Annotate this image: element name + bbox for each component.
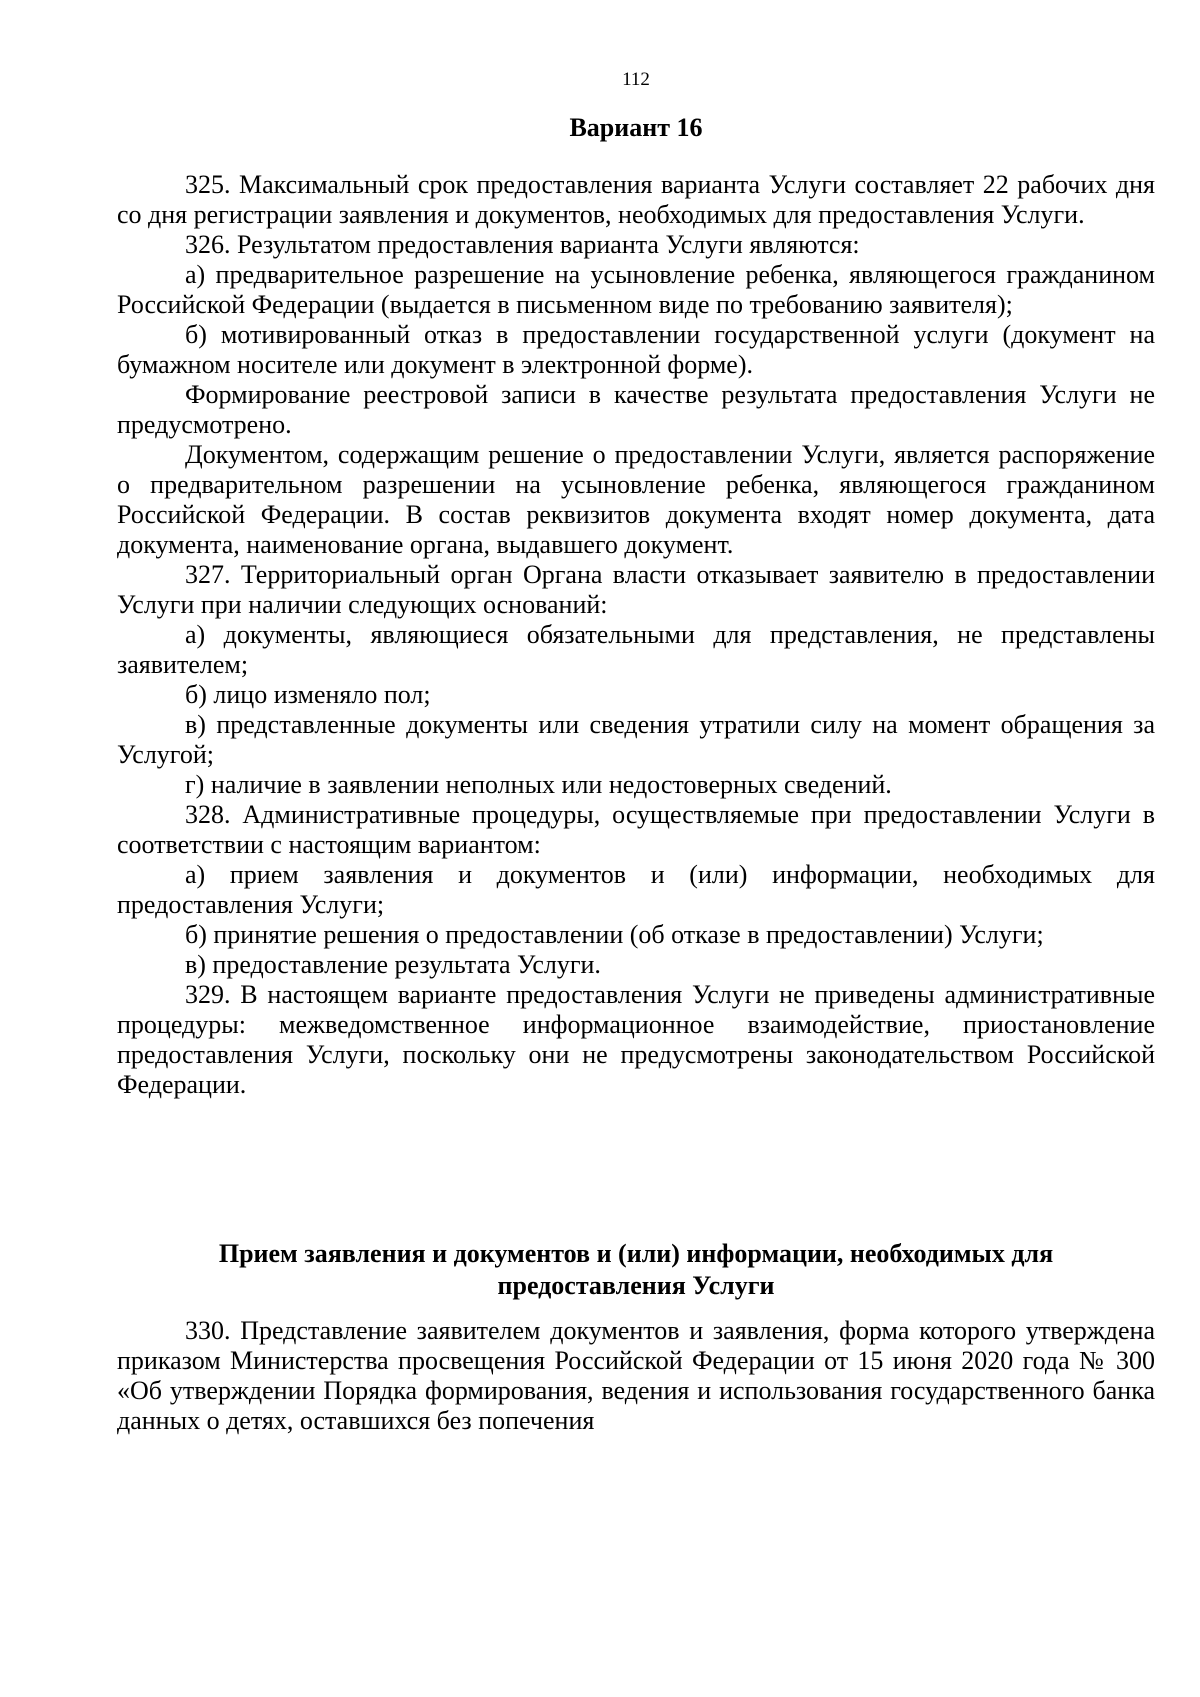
page-number: 112 [622,69,650,90]
paragraph-329: 329. В настоящем варианте предоставления Услуги не приведены административные процедуры: межведомственное информационное взаимодействие, приостановление предоставления Услуги, поскольку они не предусмотрены законодательством Российской Федерации. [117,980,1155,1099]
section-title [117,1238,1155,1302]
section-title-line-1: Прием заявления и документов и (или) информации, необходимых для [218,1239,1054,1268]
list-item-327-b: б) лицо изменяло пол; [185,680,431,709]
paragraph-registry-note: Формирование реестровой записи в качестве результата предоставления Услуги не предусмотрено. [117,380,1155,439]
list-item-326-b: б) мотивированный отказ в предоставлении государственной услуги (документ на бумажном носителе или документ в электронной форме). [117,320,1155,379]
section-body [117,1316,1155,1436]
list-item-327-g: г) наличие в заявлении неполных или недостоверных сведений. [185,770,892,799]
list-item-328-v: в) предоставление результата Услуги. [185,950,601,979]
list-item-328-b: б) принятие решения о предоставлении (об отказе в предоставлении) Услуги; [185,920,1044,949]
paragraph-330: 330. Представление заявителем документов и заявления, форма которого утверждена приказом Министерства просвещения Российской Федерации от 15 июня 2020 года № 300 «Об утверждении Порядка формирования, ведения и использования государственного банка данных о детях, оставшихся без попечения [117,1316,1155,1435]
list-item-327-v: в) представленные документы или сведения утратили силу на момент обращения за Услугой; [117,710,1155,769]
paragraph-327: 327. Территориальный орган Органа власти отказывает заявителю в предоставлении Услуги при наличии следующих оснований: [117,560,1155,619]
variant-title: Вариант 16 [569,113,703,142]
list-item-327-a: а) документы, являющиеся обязательными для представления, не представлены заявителем; [117,620,1155,679]
paragraph-328: 328. Административные процедуры, осуществляемые при предоставлении Услуги в соответствии с настоящим вариантом: [117,800,1155,859]
list-item-328-a: а) прием заявления и документов и (или) информации, необходимых для предоставления Услуги; [117,860,1155,919]
variant-body [117,170,1155,1100]
list-item-326-a: а) предварительное разрешение на усыновление ребенка, являющегося гражданином Российской Федерации (выдается в письменном виде по требованию заявителя); [117,260,1155,319]
paragraph-326: 326. Результатом предоставления варианта Услуги являются: [185,230,860,259]
paragraph-decision-document: Документом, содержащим решение о предоставлении Услуги, является распоряжение о предварительном разрешении на усыновление ребенка, являющегося гражданином Российской Федерации. В состав реквизитов документа входят номер документа, дата документа, наименование органа, выдавшего документ. [117,440,1155,559]
paragraph-325: 325. Максимальный срок предоставления варианта Услуги составляет 22 рабочих дня со дня регистрации заявления и документов, необходимых для предоставления Услуги. [117,170,1155,229]
section-title-line-2: предоставления Услуги [497,1271,775,1300]
